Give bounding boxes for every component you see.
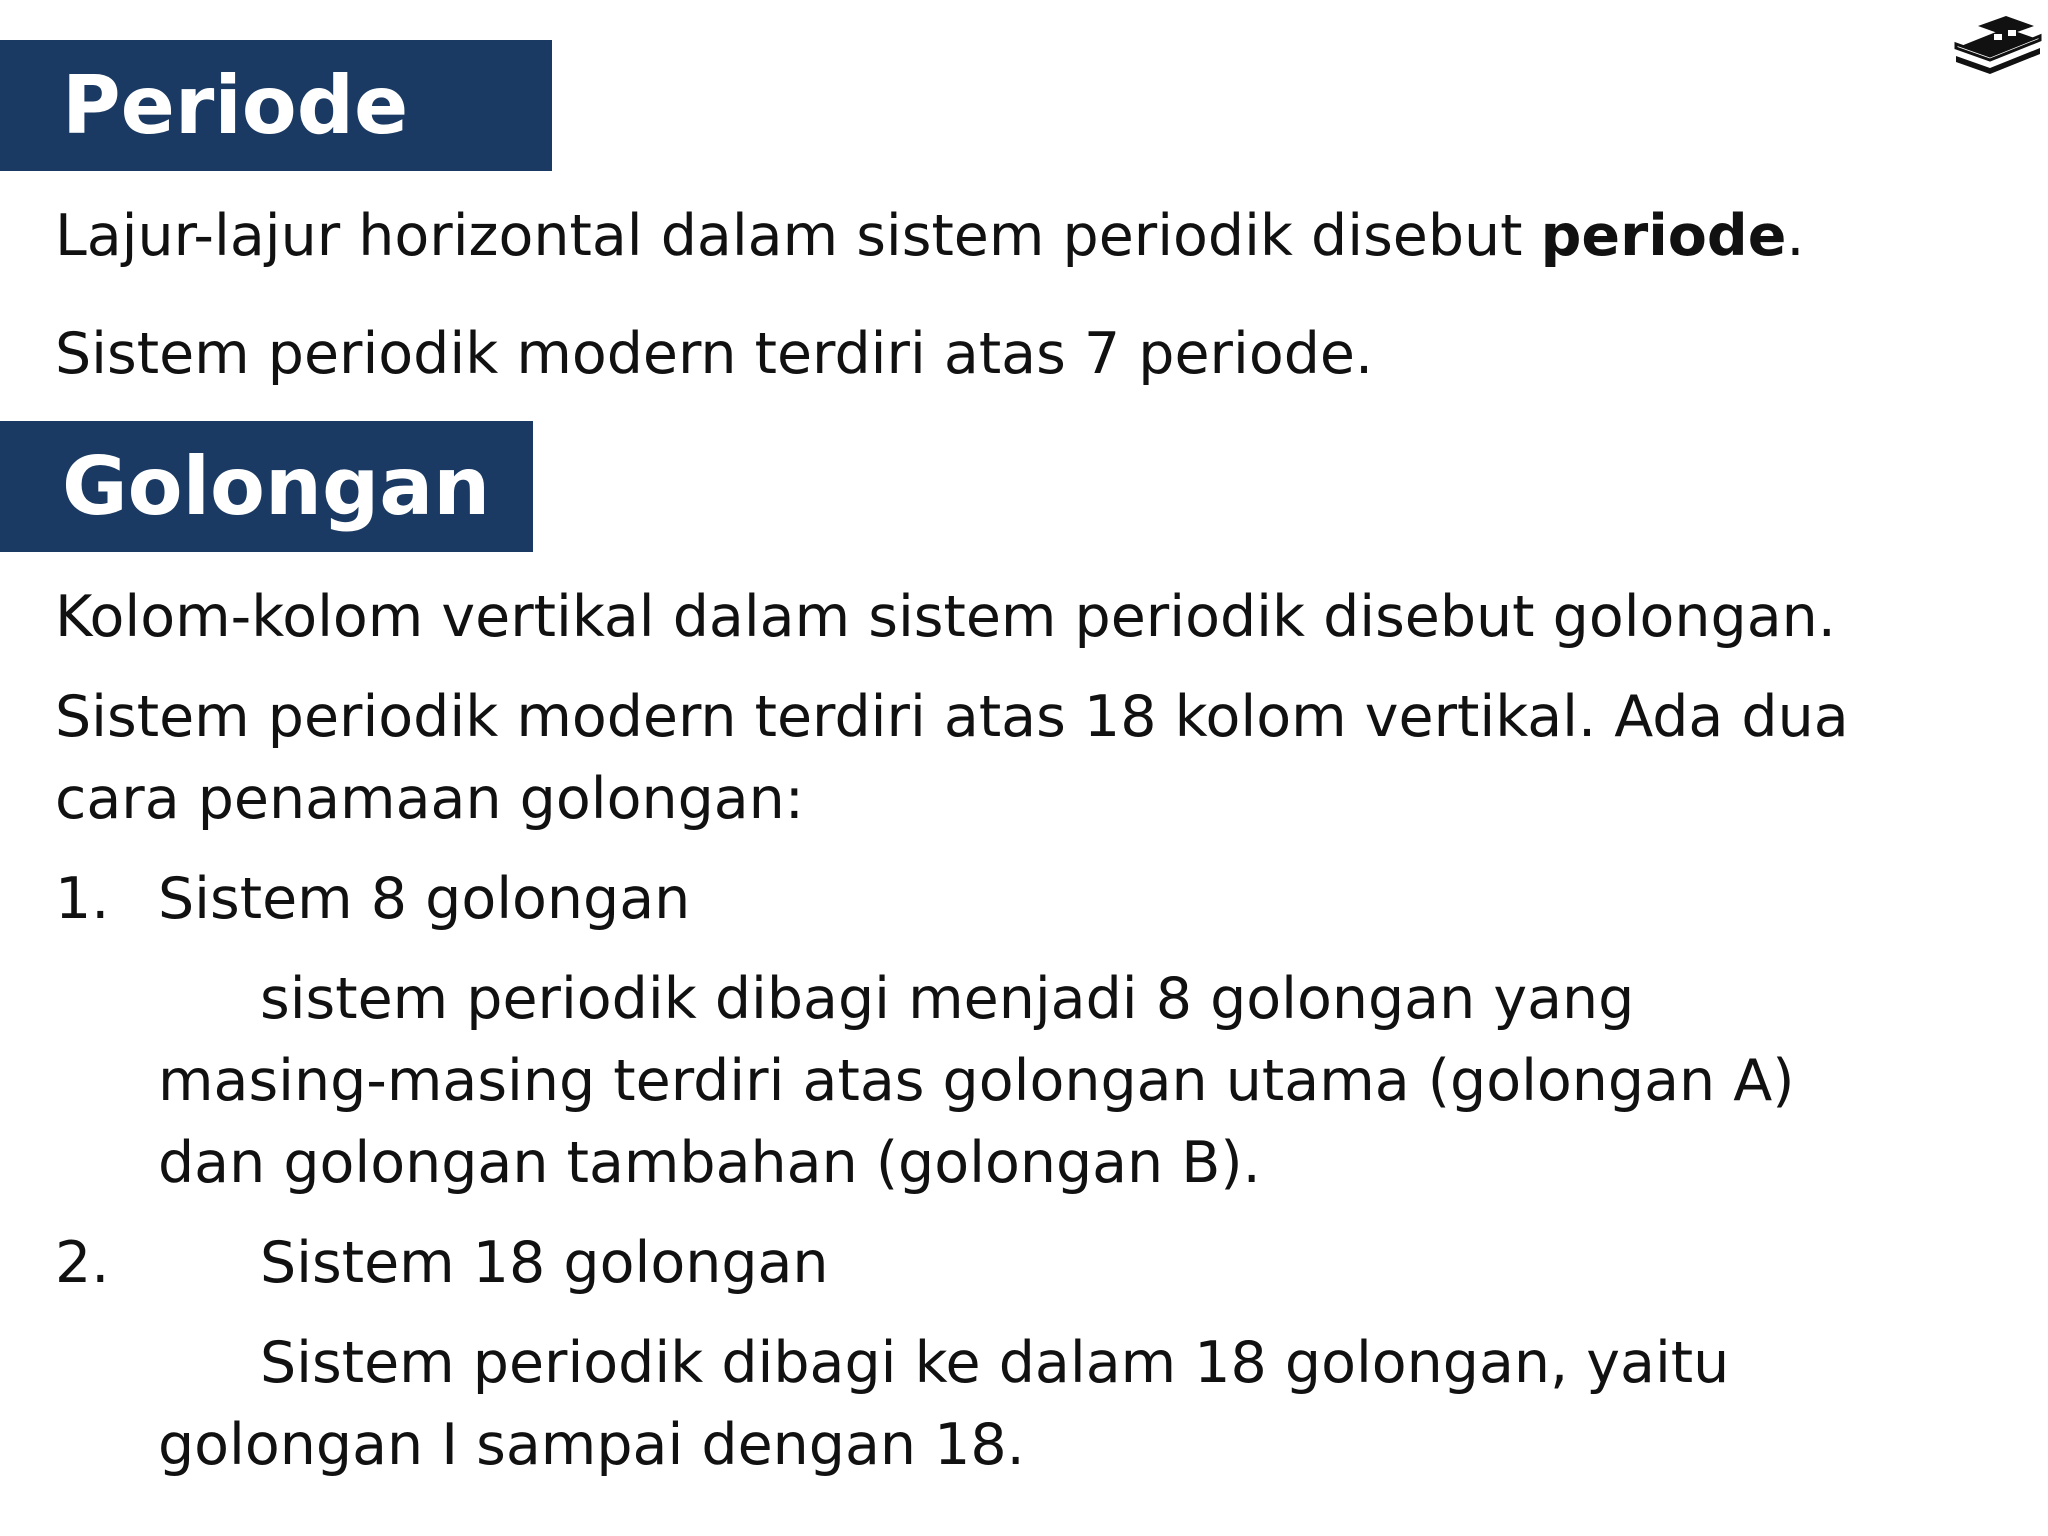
list-item-title: Sistem 8 golongan [158,866,691,932]
list-item-number: 2. [55,1230,110,1296]
golongan-count-line2: cara penamaan golongan: [55,766,805,832]
list-item-description: sistem periodik dibagi menjadi 8 golongan yang [260,966,1635,1032]
periode-definition-end: . [1786,203,1805,269]
list-item-title: Sistem 18 golongan [260,1230,829,1296]
list-item-description: Sistem periodik dibagi ke dalam 18 golongan, yaitu [260,1330,1730,1396]
list-item-description: golongan I sampai dengan 18. [158,1412,1025,1478]
list-item-description: dan golongan tambahan (golongan B). [158,1130,1261,1196]
section-heading-golongan: Golongan [62,439,491,533]
section-header-golongan [0,421,533,552]
golongan-definition: Kolom-kolom vertikal dalam sistem periodik disebut golongan. [55,584,1836,650]
section-heading-periode: Periode [62,58,409,152]
periode-definition-text: Lajur-lajur horizontal dalam sistem periodik disebut [55,203,1541,269]
periode-count-text: Sistem periodik modern terdiri atas 7 periode. [55,321,1374,387]
stacked-books-icon [1948,14,2048,74]
list-item-description: masing-masing terdiri atas golongan utama (golongan A) [158,1048,1795,1114]
list-item-number: 1. [55,866,110,932]
section-header-periode [0,40,552,171]
golongan-count-line1: Sistem periodik modern terdiri atas 18 kolom vertikal. Ada dua [55,684,1849,750]
periode-definition [55,195,1804,277]
periode-term: periode [1540,203,1787,269]
